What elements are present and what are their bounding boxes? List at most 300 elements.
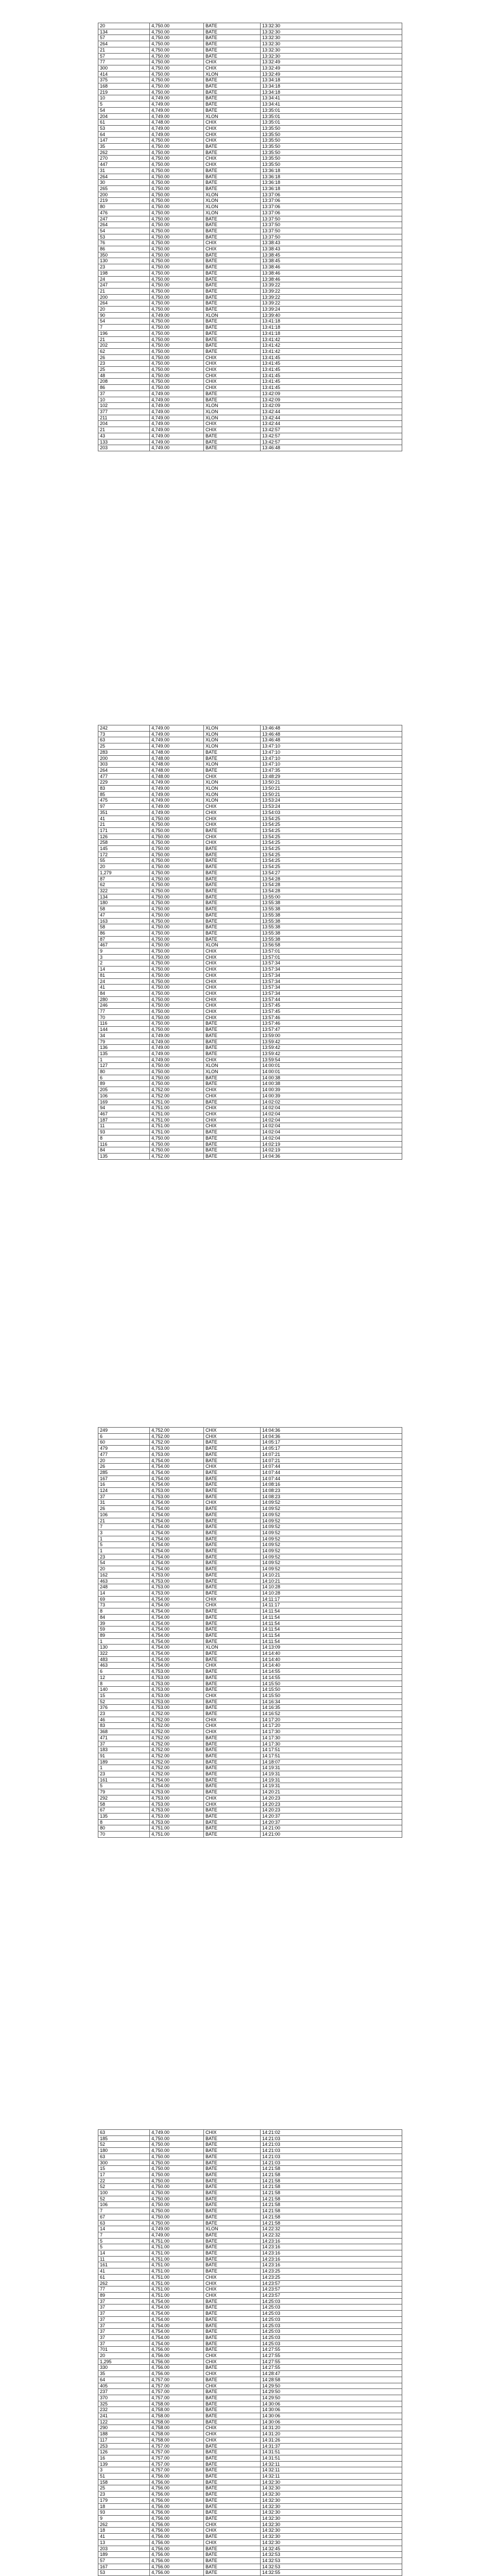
- volume-cell: 63: [98, 2154, 150, 2160]
- table-row: [98, 1584, 402, 1590]
- price-cell: 4,752.00: [150, 1153, 204, 1159]
- time-cell: 14:09:52: [261, 1506, 402, 1512]
- volume-cell: 77: [98, 2286, 150, 2293]
- table-row: [98, 2371, 402, 2377]
- time-cell: 13:57:45: [261, 1009, 402, 1015]
- price-cell: 4,753.00: [150, 1789, 204, 1795]
- time-cell: 13:54:03: [261, 809, 402, 816]
- venue-cell: BATE: [204, 1021, 261, 1027]
- table-row: [98, 1075, 402, 1081]
- venue-cell: BATE: [204, 1458, 261, 1464]
- time-cell: 14:32:11: [261, 2461, 402, 2467]
- venue-cell: BATE: [204, 1711, 261, 1717]
- venue-cell: BATE: [204, 2311, 261, 2317]
- time-cell: 13:35:50: [261, 138, 402, 144]
- price-cell: 4,756.00: [150, 2371, 204, 2377]
- time-cell: 13:32:49: [261, 71, 402, 77]
- price-cell: 4,758.00: [150, 2407, 204, 2413]
- table-row: [98, 791, 402, 798]
- time-cell: 14:23:16: [261, 2256, 402, 2262]
- time-cell: 14:25:03: [261, 2323, 402, 2329]
- price-cell: 4,754.00: [150, 1476, 204, 1482]
- time-cell: 14:22:32: [261, 2232, 402, 2238]
- volume-cell: 53: [98, 234, 150, 240]
- time-cell: 14:07:44: [261, 1476, 402, 1482]
- time-cell: 14:25:03: [261, 2311, 402, 2317]
- table-row: [98, 2202, 402, 2208]
- venue-cell: BATE: [204, 1476, 261, 1482]
- volume-cell: 21: [98, 47, 150, 53]
- volume-cell: 8: [98, 1819, 150, 1825]
- time-cell: 14:30:06: [261, 2407, 402, 2413]
- volume-cell: 1,295: [98, 2359, 150, 2365]
- table-row: [98, 1032, 402, 1039]
- price-cell: 4,750.00: [150, 864, 204, 870]
- price-cell: 4,754.00: [150, 2316, 204, 2323]
- time-cell: 14:21:03: [261, 2142, 402, 2148]
- volume-cell: 229: [98, 779, 150, 786]
- table-row: [98, 2419, 402, 2425]
- volume-cell: 264: [98, 222, 150, 228]
- price-cell: 4,750.00: [150, 912, 204, 918]
- time-cell: 14:25:03: [261, 2304, 402, 2311]
- time-cell: 14:02:04: [261, 1123, 402, 1129]
- venue-cell: BATE: [204, 101, 261, 108]
- venue-cell: CHIX: [204, 2383, 261, 2389]
- volume-cell: 5: [98, 2244, 150, 2250]
- volume-cell: 64: [98, 131, 150, 138]
- price-cell: 4,749.00: [150, 809, 204, 816]
- volume-cell: 133: [98, 439, 150, 445]
- venue-cell: BATE: [204, 846, 261, 852]
- table-row: [98, 1705, 402, 1711]
- price-cell: 4,750.00: [150, 222, 204, 228]
- venue-cell: BATE: [204, 1771, 261, 1777]
- volume-cell: 21: [98, 1518, 150, 1524]
- price-cell: 4,750.00: [150, 174, 204, 180]
- time-cell: 14:19:31: [261, 1771, 402, 1777]
- table-row: [98, 2136, 402, 2142]
- table-row: [98, 2256, 402, 2262]
- time-cell: 13:35:50: [261, 156, 402, 162]
- venue-cell: CHIX: [204, 2371, 261, 2377]
- price-cell: 4,750.00: [150, 852, 204, 858]
- volume-cell: 204: [98, 113, 150, 120]
- price-cell: 4,753.00: [150, 1681, 204, 1687]
- table-row: [98, 397, 402, 403]
- volume-cell: 97: [98, 804, 150, 810]
- price-cell: 4,750.00: [150, 2154, 204, 2160]
- table-row: [98, 204, 402, 210]
- table-row: [98, 2552, 402, 2558]
- volume-cell: 476: [98, 210, 150, 216]
- table-row: [98, 990, 402, 996]
- table-row: [98, 1135, 402, 1141]
- price-cell: 4,756.00: [150, 2546, 204, 2552]
- time-cell: 14:02:02: [261, 1099, 402, 1105]
- price-cell: 4,750.00: [150, 336, 204, 343]
- volume-cell: 127: [98, 1063, 150, 1069]
- time-cell: 14:05:17: [261, 1439, 402, 1446]
- venue-cell: BATE: [204, 2160, 261, 2166]
- time-cell: 13:41:42: [261, 348, 402, 354]
- volume-cell: 130: [98, 258, 150, 264]
- volume-cell: 58: [98, 906, 150, 912]
- volume-cell: 187: [98, 1117, 150, 1123]
- time-cell: 14:02:04: [261, 1129, 402, 1136]
- venue-cell: BATE: [204, 1135, 261, 1141]
- venue-cell: BATE: [204, 936, 261, 942]
- venue-cell: BATE: [204, 228, 261, 234]
- table-row: [98, 2479, 402, 2485]
- volume-cell: 7: [98, 1524, 150, 1530]
- price-cell: 4,754.00: [150, 1512, 204, 1518]
- venue-cell: BATE: [204, 1656, 261, 1663]
- volume-cell: 89: [98, 2292, 150, 2298]
- price-cell: 4,750.00: [150, 210, 204, 216]
- time-cell: 13:55:00: [261, 894, 402, 900]
- price-cell: 4,753.00: [150, 1578, 204, 1584]
- time-cell: 13:47:10: [261, 755, 402, 761]
- time-cell: 13:35:01: [261, 113, 402, 120]
- venue-cell: BATE: [204, 1045, 261, 1051]
- volume-cell: 106: [98, 1093, 150, 1099]
- venue-cell: BATE: [204, 2154, 261, 2160]
- venue-cell: CHIX: [204, 138, 261, 144]
- time-cell: 14:02:19: [261, 1147, 402, 1154]
- venue-cell: BATE: [204, 2534, 261, 2540]
- venue-cell: BATE: [204, 1530, 261, 1536]
- volume-cell: 5: [98, 1783, 150, 1789]
- table-row: [98, 1458, 402, 1464]
- table-row: [98, 2473, 402, 2480]
- price-cell: 4,750.00: [150, 77, 204, 83]
- venue-cell: BATE: [204, 167, 261, 174]
- price-cell: 4,750.00: [150, 65, 204, 71]
- venue-cell: CHIX: [204, 822, 261, 828]
- venue-cell: BATE: [204, 325, 261, 331]
- table-row: [98, 1645, 402, 1651]
- venue-cell: BATE: [204, 1674, 261, 1681]
- time-cell: 13:56:58: [261, 942, 402, 948]
- table-row: [98, 391, 402, 397]
- venue-cell: BATE: [204, 439, 261, 445]
- table-row: [98, 1554, 402, 1560]
- price-cell: 4,750.00: [150, 216, 204, 222]
- volume-cell: 69: [98, 1596, 150, 1602]
- venue-cell: BATE: [204, 2232, 261, 2238]
- volume-cell: 467: [98, 1111, 150, 1117]
- venue-cell: BATE: [204, 29, 261, 35]
- volume-cell: 85: [98, 791, 150, 798]
- time-cell: 13:37:06: [261, 204, 402, 210]
- venue-cell: BATE: [204, 1050, 261, 1057]
- volume-cell: 126: [98, 2449, 150, 2455]
- table-row: [98, 312, 402, 318]
- time-cell: 14:32:53: [261, 2557, 402, 2564]
- price-cell: 4,753.00: [150, 1699, 204, 1705]
- venue-cell: CHIX: [204, 1795, 261, 1801]
- table-row: [98, 2557, 402, 2564]
- price-cell: 4,750.00: [150, 2172, 204, 2178]
- volume-cell: 200: [98, 755, 150, 761]
- volume-cell: 377: [98, 409, 150, 415]
- volume-cell: 172: [98, 852, 150, 858]
- time-cell: 14:00:38: [261, 1075, 402, 1081]
- venue-cell: BATE: [204, 1777, 261, 1783]
- venue-cell: BATE: [204, 1807, 261, 1814]
- venue-cell: BATE: [204, 433, 261, 439]
- table-row: [98, 1087, 402, 1093]
- volume-cell: 67: [98, 2214, 150, 2220]
- volume-cell: 350: [98, 252, 150, 258]
- price-cell: 4,750.00: [150, 894, 204, 900]
- table-row: [98, 2413, 402, 2419]
- volume-cell: 203: [98, 445, 150, 451]
- venue-cell: BATE: [204, 749, 261, 755]
- table-row: [98, 330, 402, 336]
- price-cell: 4,757.00: [150, 2455, 204, 2461]
- venue-cell: XLON: [204, 786, 261, 792]
- table-row: [98, 2232, 402, 2238]
- volume-cell: 253: [98, 2443, 150, 2449]
- table-row: [98, 2449, 402, 2455]
- time-cell: 13:54:25: [261, 852, 402, 858]
- venue-cell: BATE: [204, 107, 261, 113]
- venue-cell: BATE: [204, 1705, 261, 1711]
- volume-cell: 63: [98, 737, 150, 743]
- volume-cell: 80: [98, 1069, 150, 1075]
- price-cell: 4,750.00: [150, 834, 204, 840]
- table-row: [98, 288, 402, 294]
- volume-cell: 89: [98, 1632, 150, 1638]
- price-cell: 4,750.00: [150, 252, 204, 258]
- venue-cell: CHIX: [204, 2359, 261, 2365]
- table-row: [98, 1009, 402, 1015]
- price-cell: 4,753.00: [150, 1446, 204, 1452]
- time-cell: 13:55:38: [261, 936, 402, 942]
- venue-cell: BATE: [204, 1566, 261, 1572]
- time-cell: 14:27:55: [261, 2353, 402, 2359]
- volume-cell: 202: [98, 343, 150, 349]
- table-row: [98, 755, 402, 761]
- volume-cell: 61: [98, 2274, 150, 2280]
- venue-cell: BATE: [204, 2461, 261, 2467]
- venue-cell: BATE: [204, 144, 261, 150]
- price-cell: 4,751.00: [150, 2238, 204, 2244]
- price-cell: 4,750.00: [150, 2178, 204, 2184]
- table-row: [98, 2316, 402, 2323]
- table-row: [98, 276, 402, 282]
- time-cell: 14:23:16: [261, 2244, 402, 2250]
- price-cell: 4,751.00: [150, 1825, 204, 1832]
- time-cell: 14:16:52: [261, 1711, 402, 1717]
- table-row: [98, 325, 402, 331]
- volume-cell: 139: [98, 2461, 150, 2467]
- volume-cell: 447: [98, 162, 150, 168]
- table-row: [98, 1669, 402, 1675]
- venue-cell: CHIX: [204, 1009, 261, 1015]
- volume-cell: 169: [98, 1099, 150, 1105]
- venue-cell: BATE: [204, 2564, 261, 2570]
- table-row: [98, 1814, 402, 1820]
- venue-cell: BATE: [204, 95, 261, 101]
- table-row: [98, 162, 402, 168]
- volume-cell: 140: [98, 1687, 150, 1693]
- volume-cell: 23: [98, 264, 150, 270]
- time-cell: 14:21:58: [261, 2190, 402, 2196]
- venue-cell: BATE: [204, 930, 261, 936]
- volume-cell: 80: [98, 204, 150, 210]
- time-cell: 14:21:58: [261, 2202, 402, 2208]
- table-row: [98, 2503, 402, 2510]
- price-cell: 4,750.00: [150, 2208, 204, 2214]
- table-row: [98, 1735, 402, 1741]
- venue-cell: CHIX: [204, 2274, 261, 2280]
- volume-cell: 241: [98, 2413, 150, 2419]
- time-cell: 13:54:25: [261, 827, 402, 834]
- venue-cell: BATE: [204, 288, 261, 294]
- time-cell: 14:18:07: [261, 1759, 402, 1765]
- table-row: [98, 888, 402, 894]
- price-cell: 4,750.00: [150, 1141, 204, 1147]
- table-row: [98, 107, 402, 113]
- volume-cell: 161: [98, 1777, 150, 1783]
- venue-cell: BATE: [204, 2552, 261, 2558]
- time-cell: 13:39:24: [261, 307, 402, 313]
- price-cell: 4,754.00: [150, 1638, 204, 1645]
- venue-cell: BATE: [204, 336, 261, 343]
- time-cell: 14:21:00: [261, 1832, 402, 1838]
- price-cell: 4,756.00: [150, 2497, 204, 2503]
- volume-cell: 83: [98, 786, 150, 792]
- table-row: [98, 786, 402, 792]
- table-row: [98, 1783, 402, 1789]
- price-cell: 4,758.00: [150, 2437, 204, 2443]
- time-cell: 13:37:06: [261, 192, 402, 198]
- table-row: [98, 282, 402, 289]
- volume-cell: 102: [98, 403, 150, 409]
- time-cell: 13:38:46: [261, 276, 402, 282]
- volume-cell: 247: [98, 216, 150, 222]
- volume-cell: 185: [98, 2136, 150, 2142]
- volume-cell: 84: [98, 1614, 150, 1620]
- volume-cell: 7: [98, 2232, 150, 2238]
- price-cell: 4,750.00: [150, 138, 204, 144]
- table-row: [98, 1428, 402, 1434]
- volume-cell: 51: [98, 2473, 150, 2480]
- table-row: [98, 1717, 402, 1723]
- price-cell: 4,750.00: [150, 978, 204, 985]
- volume-cell: 37: [98, 2316, 150, 2323]
- time-cell: 14:16:34: [261, 1699, 402, 1705]
- volume-cell: 86: [98, 246, 150, 252]
- volume-cell: 471: [98, 1735, 150, 1741]
- time-cell: 14:32:30: [261, 2528, 402, 2534]
- time-cell: 13:32:30: [261, 23, 402, 29]
- venue-cell: CHIX: [204, 840, 261, 846]
- price-cell: 4,749.00: [150, 786, 204, 792]
- time-cell: 13:39:22: [261, 282, 402, 289]
- volume-cell: 62: [98, 882, 150, 888]
- table-row: [98, 2220, 402, 2226]
- venue-cell: XLON: [204, 71, 261, 77]
- table-row: [98, 240, 402, 246]
- volume-cell: 232: [98, 2407, 150, 2413]
- price-cell: 4,751.00: [150, 2244, 204, 2250]
- table-row: [98, 1789, 402, 1795]
- time-cell: 14:30:06: [261, 2419, 402, 2425]
- time-cell: 13:55:38: [261, 924, 402, 930]
- price-cell: 4,750.00: [150, 972, 204, 978]
- time-cell: 14:32:53: [261, 2552, 402, 2558]
- volume-cell: 9: [98, 2516, 150, 2522]
- venue-cell: BATE: [204, 2407, 261, 2413]
- volume-cell: 161: [98, 2262, 150, 2268]
- volume-cell: 368: [98, 1729, 150, 1735]
- volume-cell: 79: [98, 1039, 150, 1045]
- volume-cell: 58: [98, 1801, 150, 1807]
- table-row: [98, 246, 402, 252]
- volume-cell: 247: [98, 282, 150, 289]
- volume-cell: 63: [98, 2220, 150, 2226]
- price-cell: 4,750.00: [150, 900, 204, 906]
- volume-cell: 41: [98, 985, 150, 991]
- price-cell: 4,751.00: [150, 1123, 204, 1129]
- table-row: [98, 409, 402, 415]
- time-cell: 13:36:18: [261, 174, 402, 180]
- table-row: [98, 1614, 402, 1620]
- volume-cell: 258: [98, 840, 150, 846]
- venue-cell: BATE: [204, 755, 261, 761]
- time-cell: 13:37:50: [261, 234, 402, 240]
- time-cell: 13:38:45: [261, 258, 402, 264]
- volume-cell: 84: [98, 1147, 150, 1154]
- volume-cell: 37: [98, 2323, 150, 2329]
- price-cell: 4,752.00: [150, 1711, 204, 1717]
- price-cell: 4,750.00: [150, 185, 204, 192]
- table-row: [98, 2365, 402, 2371]
- time-cell: 13:32:30: [261, 41, 402, 47]
- price-cell: 4,752.00: [150, 1735, 204, 1741]
- time-cell: 13:55:38: [261, 900, 402, 906]
- venue-cell: BATE: [204, 1638, 261, 1645]
- price-cell: 4,754.00: [150, 1500, 204, 1506]
- time-cell: 14:32:55: [261, 2570, 402, 2576]
- time-cell: 14:11:54: [261, 1626, 402, 1633]
- table-row: [98, 2401, 402, 2407]
- volume-cell: 15: [98, 2166, 150, 2172]
- venue-cell: BATE: [204, 1741, 261, 1747]
- venue-cell: BATE: [204, 2136, 261, 2142]
- table-row: [98, 972, 402, 978]
- price-cell: 4,754.00: [150, 2298, 204, 2304]
- price-cell: 4,750.00: [150, 83, 204, 90]
- volume-cell: 264: [98, 300, 150, 307]
- price-cell: 4,750.00: [150, 882, 204, 888]
- table-row: [98, 798, 402, 804]
- table-row: [98, 2311, 402, 2317]
- volume-cell: 34: [98, 1032, 150, 1039]
- price-cell: 4,750.00: [150, 162, 204, 168]
- time-cell: 13:50:21: [261, 786, 402, 792]
- venue-cell: BATE: [204, 1099, 261, 1105]
- time-cell: 14:15:50: [261, 1692, 402, 1699]
- table-row: [98, 2274, 402, 2280]
- volume-cell: 290: [98, 2425, 150, 2431]
- time-cell: 13:57:34: [261, 978, 402, 985]
- volume-cell: 37: [98, 2304, 150, 2311]
